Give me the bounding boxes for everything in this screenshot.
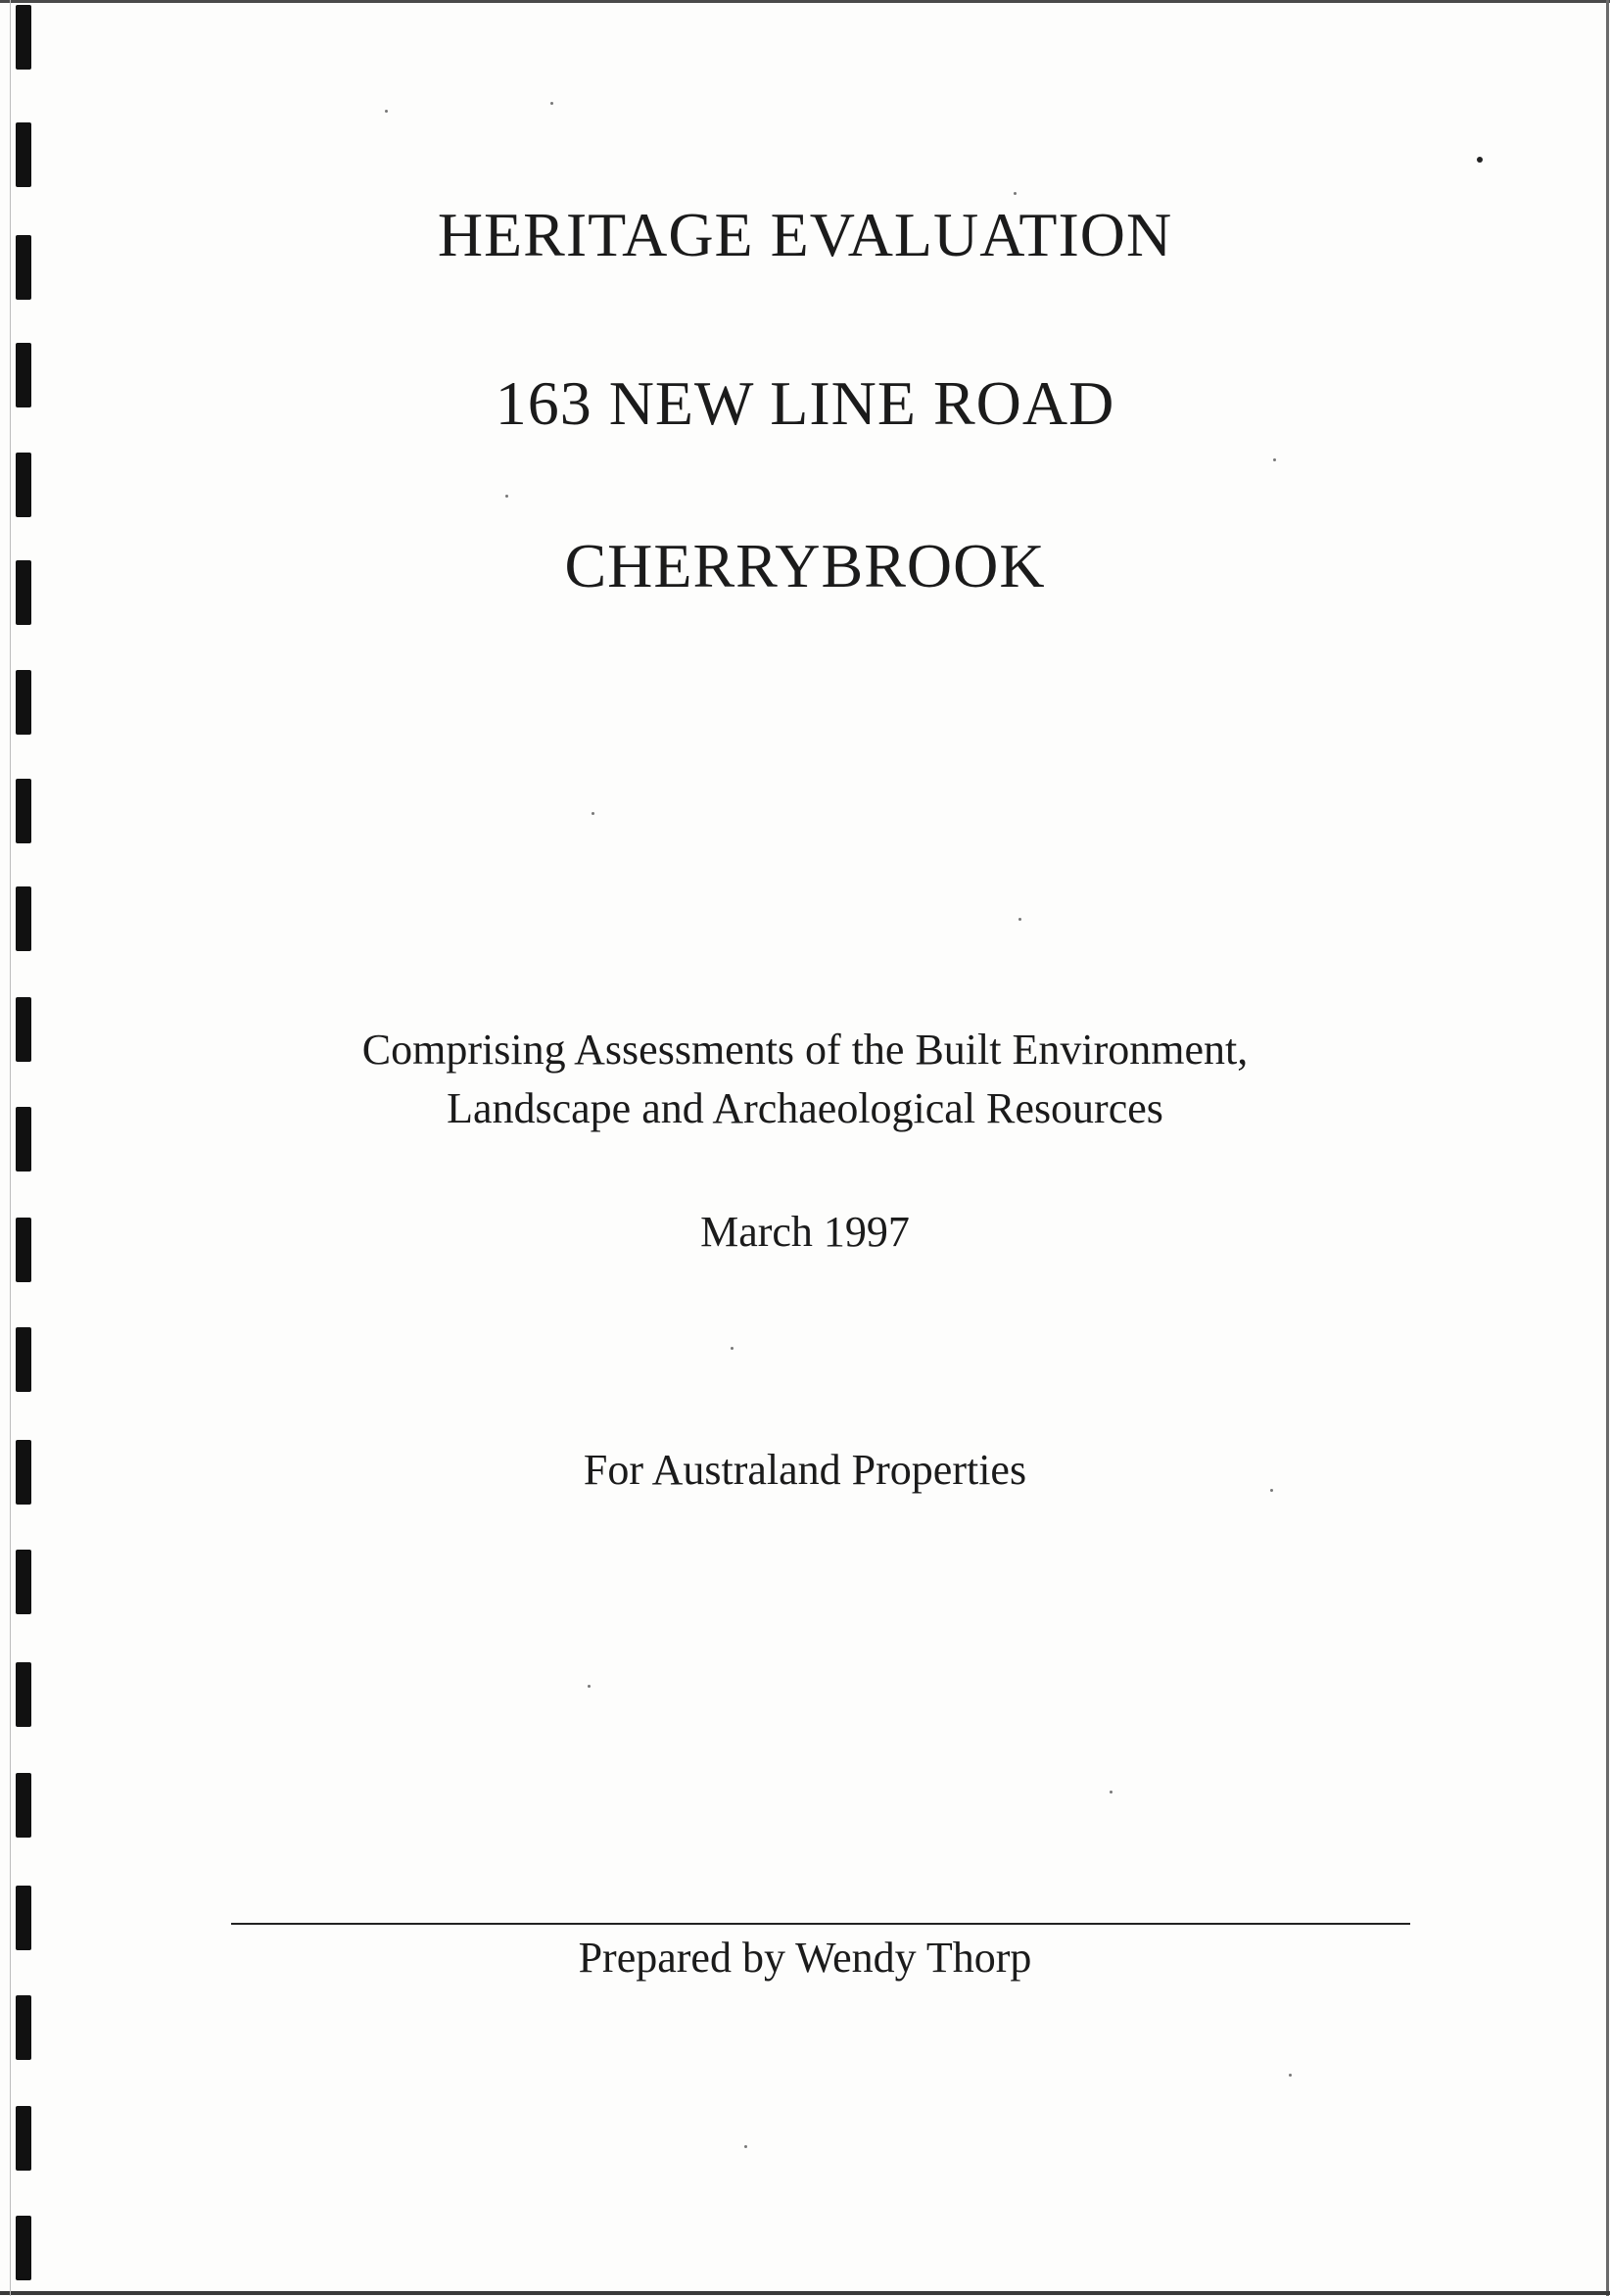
binding-hole (16, 5, 31, 70)
report-subtitle-line-1: Comprising Assessments of the Built Environment, (361, 1026, 1249, 1074)
binding-hole (16, 453, 31, 517)
scan-speck (588, 1685, 591, 1688)
binding-hole (16, 1662, 31, 1727)
scan-speck (385, 110, 388, 113)
scan-speck (550, 102, 553, 105)
scan-speck (1273, 458, 1276, 461)
binding-hole (16, 886, 31, 951)
scan-speck (1477, 157, 1483, 163)
binding-hole (16, 1773, 31, 1838)
report-title: HERITAGE EVALUATION (437, 200, 1173, 269)
scan-speck (505, 495, 508, 498)
property-suburb: CHERRYBROOK (564, 531, 1046, 600)
report-subtitle-line-2: Landscape and Archaeological Resources (447, 1084, 1163, 1132)
scan-speck (1014, 192, 1017, 195)
scan-speck (744, 2145, 747, 2148)
scan-speck (1270, 1489, 1273, 1492)
author-divider (231, 1923, 1410, 1925)
scan-speck (731, 1347, 734, 1350)
page-bottom-edge (0, 2291, 1610, 2295)
scan-speck (1018, 918, 1021, 921)
scan-speck (592, 812, 594, 815)
binding-hole (16, 2106, 31, 2171)
client-line: For Australand Properties (583, 1446, 1027, 1494)
binding-hole (16, 779, 31, 843)
scan-speck (1289, 2074, 1292, 2077)
scan-speck (1110, 1791, 1113, 1794)
binding-hole (16, 122, 31, 187)
page-top-edge (0, 0, 1610, 3)
binding-hole (16, 2216, 31, 2280)
binding-hole (16, 1550, 31, 1614)
binding-hole (16, 670, 31, 735)
binding-hole (16, 1327, 31, 1392)
property-address: 163 NEW LINE ROAD (495, 368, 1115, 438)
report-date: March 1997 (700, 1208, 910, 1256)
author-line: Prepared by Wendy Thorp (578, 1934, 1032, 1982)
binding-hole (16, 1995, 31, 2060)
